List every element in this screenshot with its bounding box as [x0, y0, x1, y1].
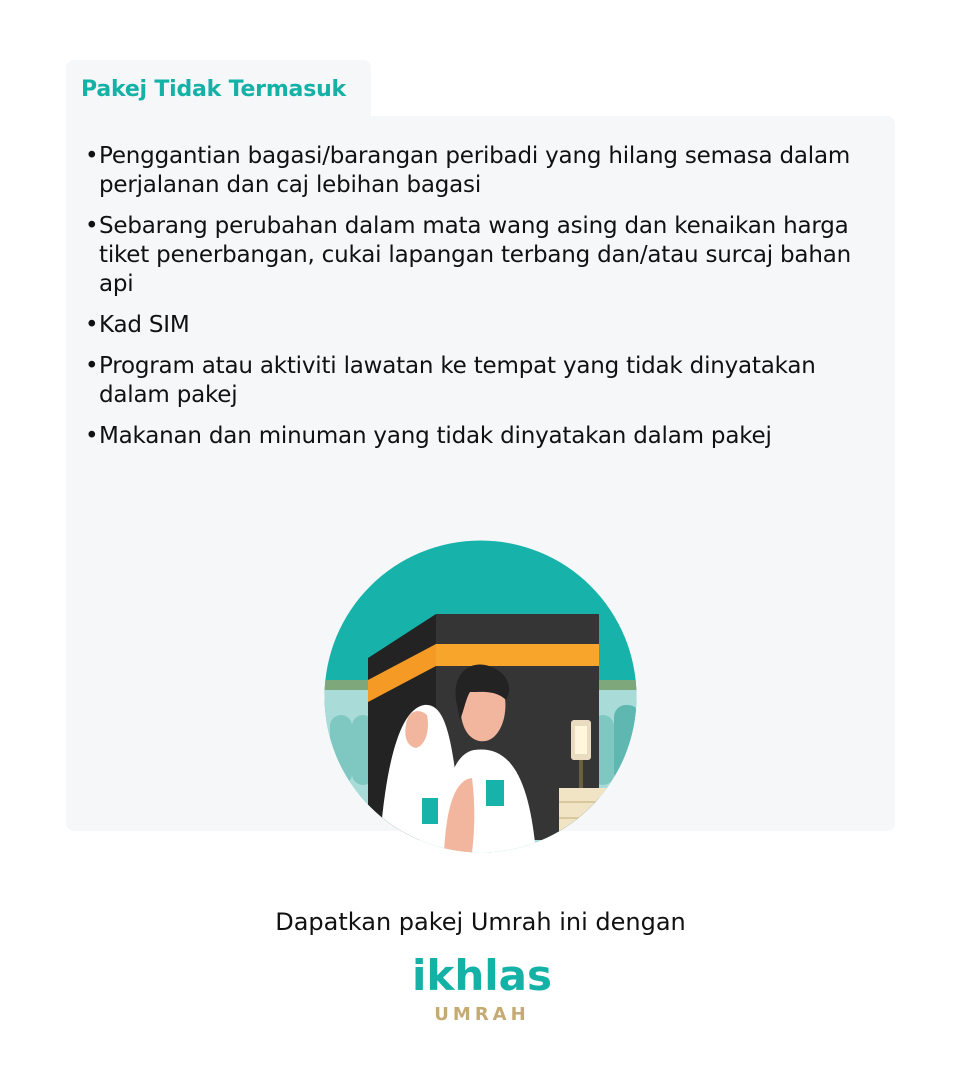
ikhlas-umrah-logo — [402, 952, 562, 1031]
footer-text: Dapatkan pakej Umrah ini dengan — [275, 908, 686, 936]
list-item — [84, 212, 874, 299]
bullet: • — [85, 143, 99, 169]
section-tab — [66, 60, 371, 118]
bullet: • — [85, 353, 99, 379]
list-item-text: Program atau aktiviti lawatan ke tempat yang tidak dinyatakan dalam pakej — [99, 353, 816, 408]
list-item — [84, 352, 874, 410]
bullet: • — [85, 213, 99, 239]
excluded-items-list — [84, 142, 874, 463]
list-item-text: Sebarang perubahan dalam mata wang asing dan kenaikan harga tiket penerbangan, cukai lapangan terbang dan/atau surcaj bahan api — [99, 213, 851, 297]
list-item-text: Penggantian bagasi/barangan peribadi yang hilang semasa dalam perjalanan dan caj lebihan bagasi — [99, 143, 851, 198]
bullet: • — [85, 312, 99, 338]
logo-word: ikhlas — [412, 952, 552, 1000]
ikhlas-logo-icon — [402, 952, 562, 1027]
kaaba-pilgrims-illustration — [324, 540, 637, 857]
list-item-text: Kad SIM — [99, 312, 190, 338]
bullet: • — [85, 423, 99, 449]
logo-sub: UMRAH — [434, 1004, 530, 1025]
kaaba-illustration-icon — [324, 540, 637, 853]
list-item-text: Makanan dan minuman yang tidak dinyatakan dalam pakej — [99, 423, 772, 449]
section-title: Pakej Tidak Termasuk — [81, 77, 346, 102]
list-item — [84, 311, 874, 340]
list-item — [84, 142, 874, 200]
list-item — [84, 422, 874, 451]
